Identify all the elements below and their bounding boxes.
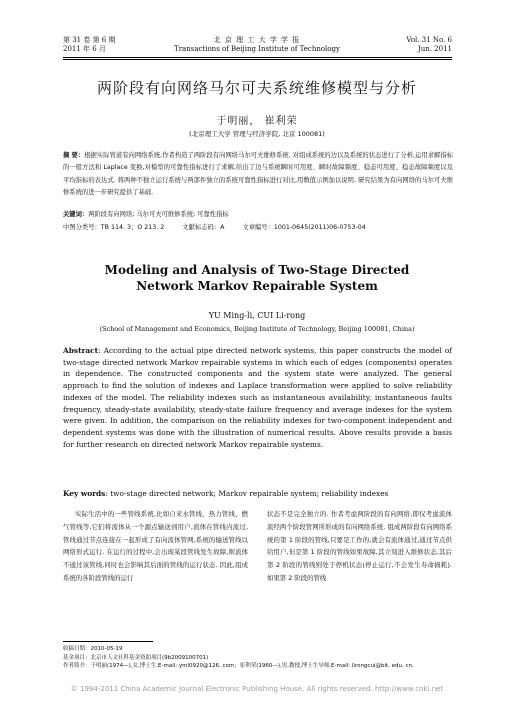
footnote-fund: 基金项目：北京市人文社科基金资助项目(9b2009100701)	[63, 654, 209, 661]
affiliation-en: (School of Management and Economics, Beijing Institute of Technology, Beijing 100081, China)	[99, 325, 415, 333]
journal-title-cn: 北 京 理 工 大 学 学 报	[213, 36, 301, 44]
issue-date-en: Jun. 2011	[417, 45, 452, 53]
paper-title-cn: 两阶段有向网络马尔可夫系统维修模型与分析	[96, 79, 417, 97]
abstract-en-label: Abstract	[63, 346, 99, 355]
abstract-cn-text: 根据实际管道有向网络系统,作者构造了两阶段有向网络马尔可夫维修系统. 对组成系统的边以及系统的状态进行了分析,运用求解指标的一般方法和 Laplace 变换,对模型的可靠性指标进行了求解,给出了边与系统瞬时可用度、瞬时故障频度、稳态可用度、稳态故障频度以及平均指标的表达式. 将两种不独立运行系统与两部件独立的系统可靠性指标进行对比,用数值示例加以说明. 研究结果为有向网络的马尔可夫维修系统的进一步研究提供了基础.	[63, 152, 453, 196]
journal-title-en: Transactions of Beijing Institute of Technology	[174, 45, 340, 53]
paper-title-en	[0, 262, 514, 294]
document-code: 文献标志码：A	[182, 224, 225, 231]
body-column-left: 实际生活中的一些管线系统,比如自来水管线、热力管线、燃气管线等,它们将流体从一个源点输送到用户,流体在管线内流过,管线通过节点连接在一起形成了有向流体管网,系统的输送管线以网络形式运行. 在运行的过程中,会出现某段管线发生故障,则流体不通过该管线,同时也会影响其后面的管线的运行状态. 因此,组成系统的各阶段管线的运行	[63, 510, 248, 582]
authors-cn: 于明丽， 崔利荣	[216, 116, 298, 127]
keywords-cn-text: 两阶段有向网络; 马尔可夫可维修系统; 可靠性指标	[88, 211, 229, 218]
article-number: 文章编号：1001-0645(2011)06-0753-04	[242, 224, 366, 231]
keywords-en	[63, 489, 388, 498]
footnote	[63, 645, 453, 671]
issue-info-en	[406, 36, 452, 54]
clc-number: 中图分类号：TB 114. 3；O 213. 2	[63, 224, 165, 231]
keywords-cn	[63, 209, 453, 221]
keywords-en-label: Key words	[63, 489, 106, 498]
paper-title-en-line2: Network Markov Repairable System	[136, 279, 378, 293]
classification-line	[63, 222, 453, 234]
body-column-right: 状态不是完全独立的. 作者考虑两阶段的有向网络,即仅考虑流体流经两个阶段管网所形成的有向网络系统. 组成两阶段有向网络系统的第 1 阶段的管线,只要是工作的,就会有流体通过,通过节点供给用户,但是第 1 阶段的管线如果故障,其立刻进入维修状态,其后第 2 阶段的管线则处于停机状态(停止运行,不会发生寿命损耗). 如果第 2 阶段的管线	[267, 510, 452, 582]
keywords-en-text: : two-stage directed network; Markov repairable system; reliability indexes	[105, 489, 389, 498]
footnote-received: 收稿日期：2010-05-19	[63, 646, 123, 652]
abstract-en-text: : According to the actual pipe directed network systems, this paper constructs the model of two-stage directed network Markov repairable systems in which each of edges (components) operates in dependence. The constructed components and the system state were analyzed. The general approach to find the solution of indexes and Laplace transformation were applied to solve reliability indexes of the model. The reliability indexes such as instantaneous availability, instantaneous faults frequency, steady-state availability, steady-state failure frequency and average indexes for the system were given. In addition, the comparison on the reliability indexes for two-component independent and dependent systems was done with the illustration of numerical results. Above results provide a basis for further research on directed network Markov repairable systems.	[63, 346, 452, 449]
affiliation-cn: (北京理工大学 管理与经济学院, 北京 100081)	[189, 130, 325, 138]
keywords-cn-label: 关键词：	[63, 211, 89, 218]
footnote-author-info: 作者简介：于明丽(1974—),女,博士生,E-mail: yml0920@126. com；崔利荣(1960—),男,教授,博士生导师,E-mail: lirongcui@bit. edu. cn.	[63, 663, 414, 669]
paper-title-en-line1: Modeling and Analysis of Two-Stage Directed	[104, 263, 410, 277]
issue-volume: 第 31 卷 第 6 期	[63, 36, 116, 44]
footnote-rule	[63, 641, 153, 642]
authors-en: YU Ming-li, CUI Li-rong	[208, 311, 306, 320]
abstract-cn	[63, 150, 453, 199]
abstract-cn-label: 摘 要：	[63, 152, 85, 159]
header-rule-bottom	[63, 59, 452, 60]
issue-volume-en: Vol. 31 No. 6	[406, 36, 452, 44]
copyright-notice: © 1994-2011 China Academic Journal Electronic Publishing House. All rights reserved. http://www.cnki.net	[70, 685, 444, 693]
header-rule-top	[63, 57, 452, 58]
abstract-en	[63, 345, 452, 450]
issue-date: 2011 年 6 月	[63, 45, 106, 53]
